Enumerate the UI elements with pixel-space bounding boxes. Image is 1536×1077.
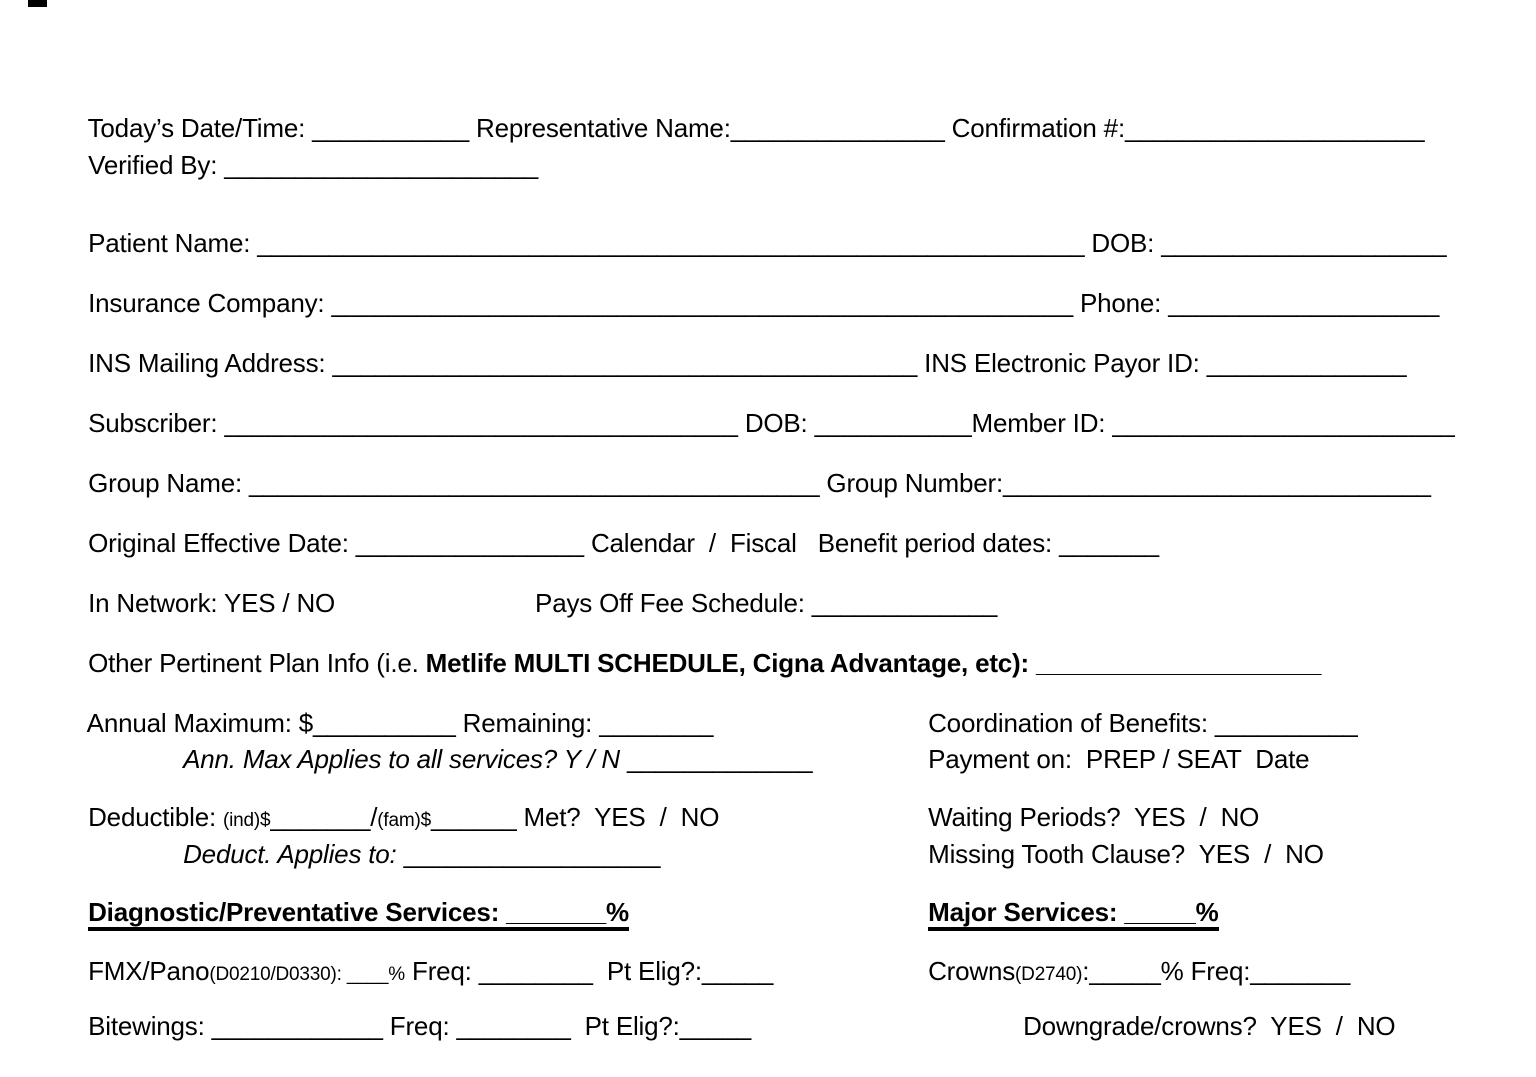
crowns-colon: : xyxy=(1082,956,1090,986)
subscriber-dob-label: DOB: xyxy=(737,408,815,438)
phone-label: Phone: xyxy=(1072,288,1169,318)
deductible-slash: / xyxy=(370,802,378,832)
deductible-ind-label: (ind)$ xyxy=(223,810,271,831)
other-plan-info-label: Other Pertinent Plan Info (i.e. xyxy=(88,648,426,678)
remaining-blank: ________ xyxy=(599,708,714,738)
diagnostic-header-label: Diagnostic/Preventative Services: xyxy=(88,897,507,927)
fmx-freq-label: Freq: xyxy=(404,956,479,986)
annual-maximum-label: Annual Maximum: $ xyxy=(86,708,314,738)
benefit-period-blank: _______ xyxy=(1059,528,1159,558)
fmx-pano-percent-blank: ____ xyxy=(346,964,389,985)
pays-off-fee-schedule-label: Pays Off Fee Schedule: xyxy=(535,588,812,618)
crowns-percent-freq-label: % Freq: xyxy=(1160,956,1251,986)
cutoff-corner-mark xyxy=(28,0,47,7)
group-name-label: Group Name: xyxy=(88,468,249,498)
diagnostic-header-percent: % xyxy=(606,897,629,927)
major-header-blank: _____ xyxy=(1124,897,1196,927)
bitewings-pt-elig-blank: _____ xyxy=(679,1011,751,1041)
major-header-label: Major Services: xyxy=(928,897,1125,927)
verified-by-blank: ______________________ xyxy=(224,150,538,180)
original-effective-date-label: Original Effective Date: xyxy=(88,528,356,558)
bitewings-pt-elig-label: Pt Elig?: xyxy=(570,1011,680,1041)
fmx-pt-elig-blank: _____ xyxy=(701,956,774,986)
calendar-fiscal-benefit-label: Calendar / Fiscal Benefit period dates: xyxy=(583,528,1060,558)
insurance-company-blank: ____________________________________________________ xyxy=(331,288,1073,318)
deductible-met-label: Met? YES / NO xyxy=(516,802,720,832)
todays-date-label: Today’s Date/Time: xyxy=(87,113,313,143)
crowns-code: (D2740) xyxy=(1015,964,1083,985)
crowns-label: Crowns xyxy=(928,956,1016,986)
subscriber-label: Subscriber: xyxy=(88,408,225,438)
plan-info-blank: ____________________ xyxy=(1035,648,1322,678)
member-id-label: Member ID: xyxy=(971,408,1113,438)
representative-name-label: Representative Name: xyxy=(469,113,731,143)
group-number-label: Group Number: xyxy=(819,468,1004,498)
fmx-freq-blank: ________ xyxy=(478,956,593,986)
downgrade-label: Downgrade/crowns? YES / NO xyxy=(1023,1011,1396,1041)
crowns-freq-blank: _______ xyxy=(1250,956,1351,986)
plan-info-examples-bold: Metlife MULTI SCHEDULE, Cigna Advantage, etc): xyxy=(425,648,1036,678)
ann-max-applies-blank: _____________ xyxy=(626,744,813,774)
missing-tooth-clause-label: Missing Tooth Clause? YES / NO xyxy=(928,839,1324,869)
deduct-applies-blank: __________________ xyxy=(403,839,661,869)
fmx-pt-elig-label: Pt Elig?: xyxy=(592,956,702,986)
phone-blank: ___________________ xyxy=(1168,288,1440,318)
group-number-blank: ______________________________ xyxy=(1003,468,1431,498)
patient-dob-blank: ____________________ xyxy=(1161,228,1447,258)
coordination-of-benefits-blank: __________ xyxy=(1214,708,1358,738)
patient-name-blank: __________________________________________________________ xyxy=(257,228,1085,258)
confirmation-number-label: Confirmation #: xyxy=(944,113,1125,143)
ann-max-applies-label: Ann. Max Applies to all services? Y / N xyxy=(183,744,627,774)
original-effective-date-blank: ________________ xyxy=(355,528,584,558)
patient-dob-label: DOB: xyxy=(1084,228,1162,258)
deductible-fam-label: (fam)$ xyxy=(377,810,431,831)
subscriber-dob-blank: ___________ xyxy=(814,408,972,438)
crowns-percent-blank: _____ xyxy=(1089,956,1161,986)
electronic-payor-id-blank: ______________ xyxy=(1206,348,1407,378)
ins-mailing-address-label: INS Mailing Address: xyxy=(88,348,333,378)
pays-off-fee-schedule-blank: _____________ xyxy=(811,588,998,618)
downgrade-row-cutoff xyxy=(900,975,1395,1077)
fmx-pano-percent-sign: % xyxy=(388,964,405,985)
payment-on-label: Payment on: PREP / SEAT Date xyxy=(928,744,1310,774)
group-name-blank: ________________________________________ xyxy=(249,468,820,498)
waiting-periods-label: Waiting Periods? YES / NO xyxy=(928,802,1260,832)
verified-by-label: Verified By: xyxy=(88,150,225,180)
diagnostic-header-blank: _______ xyxy=(506,897,606,927)
bitewings-blank: ____________ xyxy=(211,1011,383,1041)
deduct-applies-label: Deduct. Applies to: xyxy=(183,839,404,869)
ins-mailing-address-blank: _________________________________________ xyxy=(332,348,918,378)
fmx-pano-codes: (D0210/D0330): xyxy=(209,964,347,985)
coordination-of-benefits-label: Coordination of Benefits: xyxy=(928,708,1215,738)
deductible-label: Deductible: xyxy=(88,802,224,832)
annual-maximum-blank: __________ xyxy=(313,708,456,738)
representative-name-blank: _______________ xyxy=(730,113,945,143)
deductible-ind-blank: _______ xyxy=(270,802,371,832)
electronic-payor-id-label: INS Electronic Payor ID: xyxy=(917,348,1207,378)
bitewings-label: Bitewings: xyxy=(88,1011,212,1041)
in-network-label: In Network: YES / NO xyxy=(88,588,336,618)
insurance-company-label: Insurance Company: xyxy=(88,288,332,318)
patient-name-label: Patient Name: xyxy=(88,228,258,258)
bitewings-freq-label: Freq: xyxy=(382,1011,457,1041)
fmx-pano-label: FMX/Pano xyxy=(88,956,210,986)
member-id-blank: ________________________ xyxy=(1112,408,1455,438)
major-header-percent: % xyxy=(1195,897,1219,927)
deductible-fam-blank: ______ xyxy=(430,802,517,832)
bitewings-freq-blank: ________ xyxy=(456,1011,571,1041)
confirmation-number-blank: _____________________ xyxy=(1124,113,1425,143)
todays-date-blank: ___________ xyxy=(312,113,470,143)
remaining-label: Remaining: xyxy=(455,708,600,738)
bitewings-row-cutoff xyxy=(60,975,751,1077)
subscriber-blank: ____________________________________ xyxy=(224,408,738,438)
